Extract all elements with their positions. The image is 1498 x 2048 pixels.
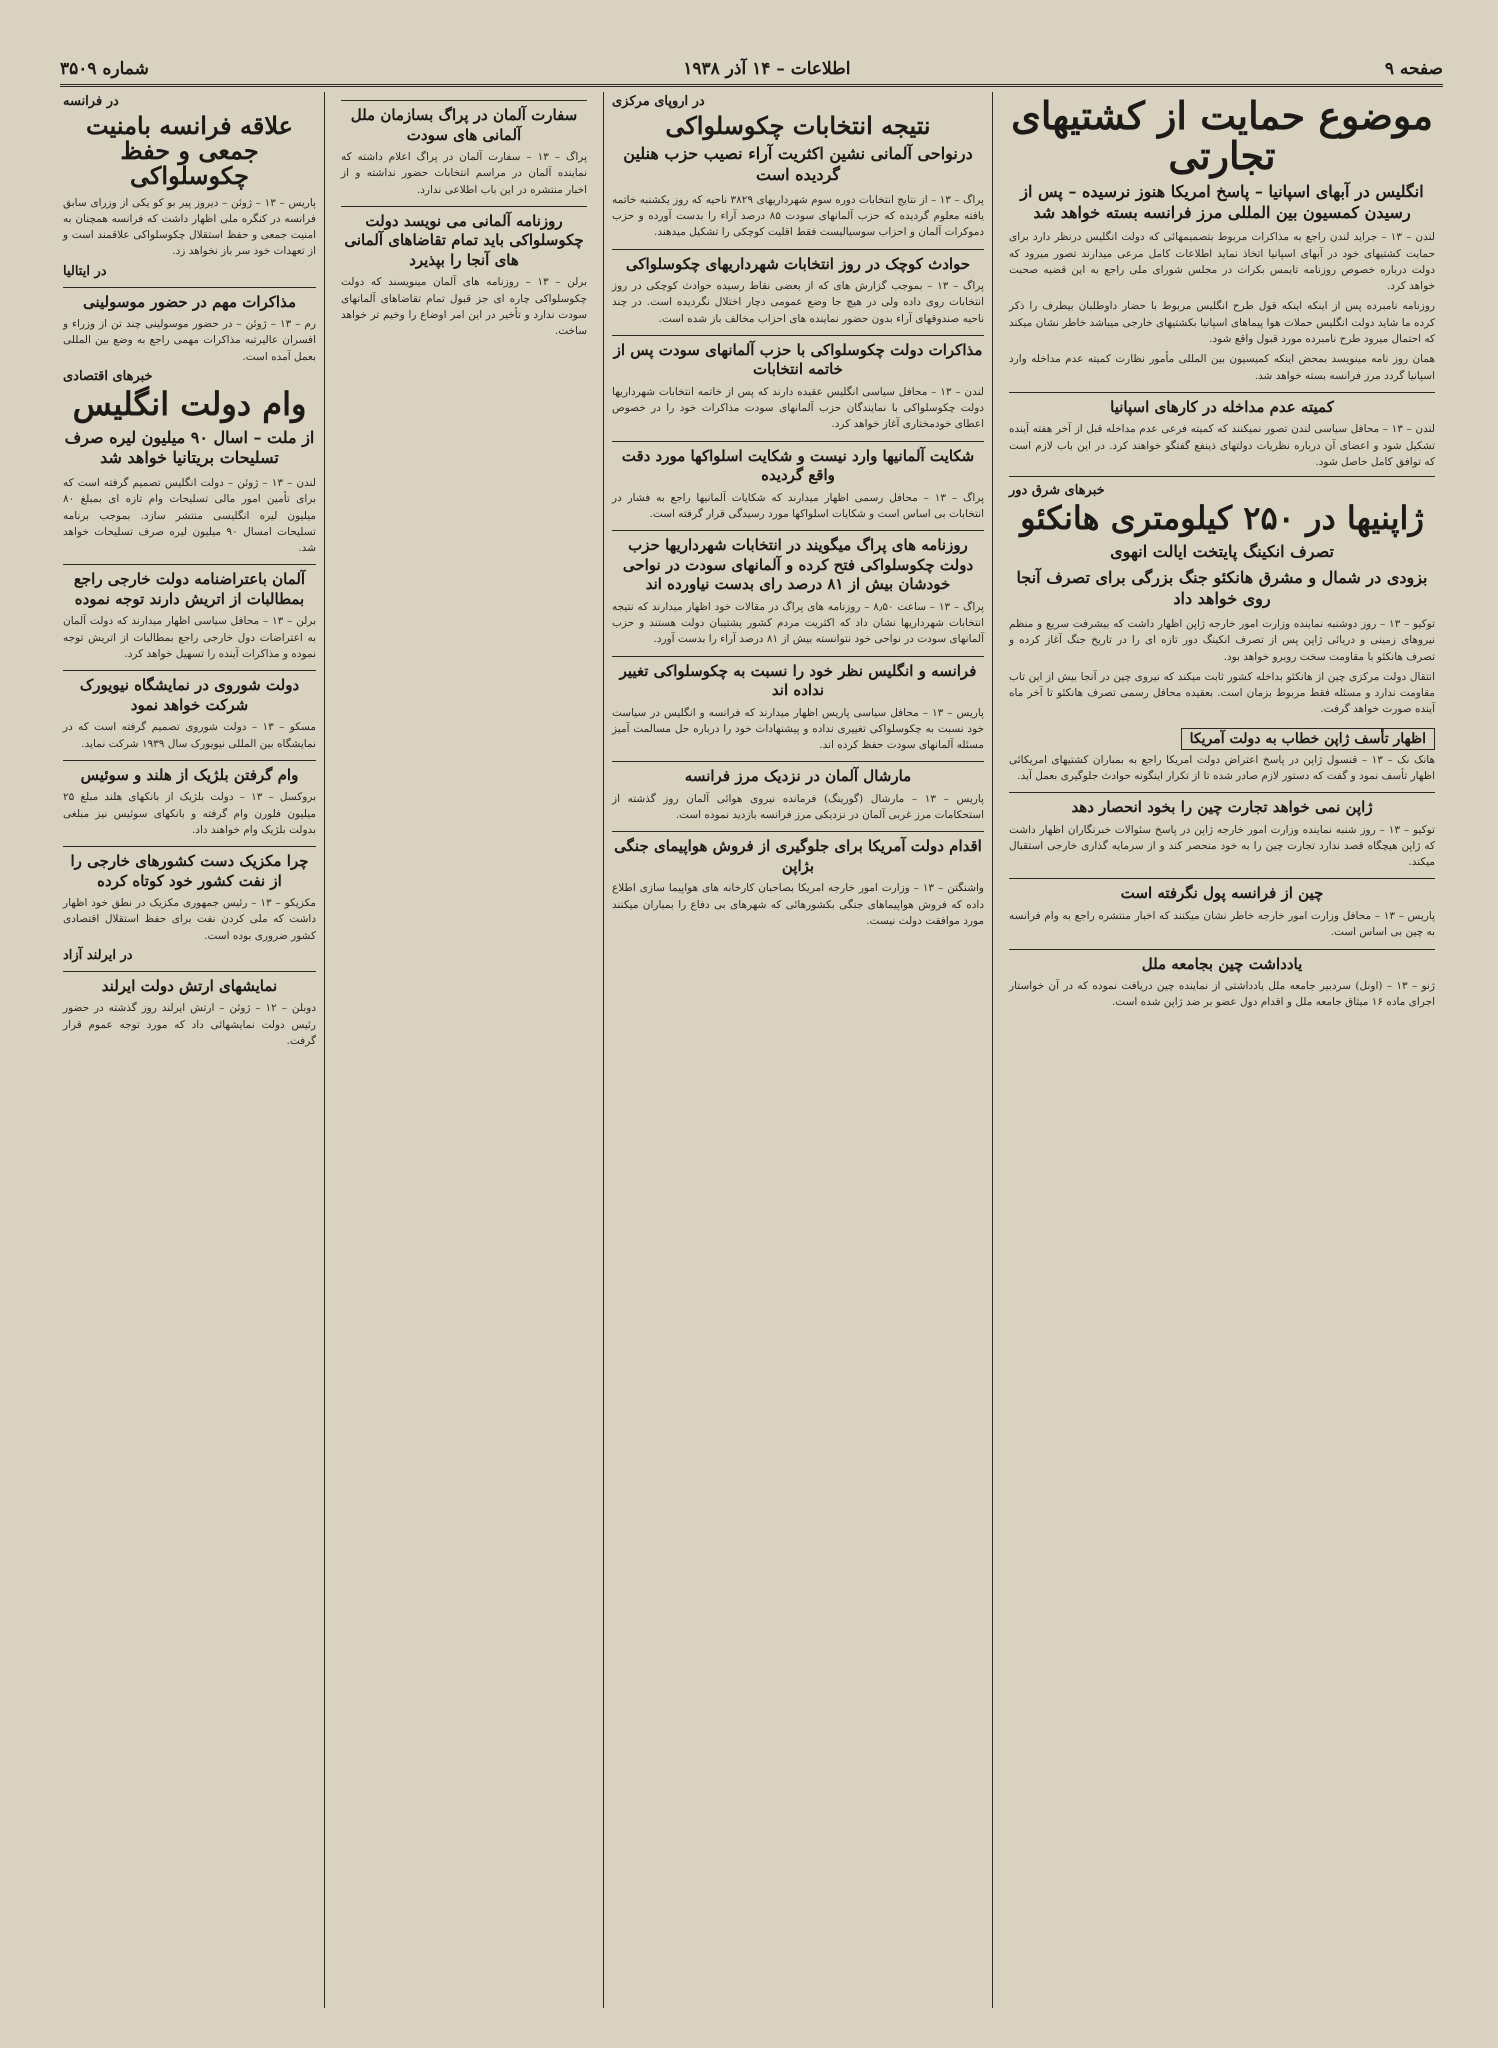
article-heading: روزنامه آلمانی می نویسد دولت چکوسلواکی باید تمام تقاضاهای آلمانی های آنجا را بپذیرد [341,206,587,271]
article-body: برلن – ۱۳ – روزنامه های آلمان مینویسند که دولت چکوسلواکی چاره ای جز قبول تمام تقاضاهای آلمانهای سودت ندارد و تأخیر در این امر اوضاع را وخیم تر خواهد ساخت. [341,276,587,338]
article-body: پراگ – ۱۳ – بموجب گزارش های که از بعضی نقاط رسیده حوادث کوچکی در روز انتخابات روی داده ولی در هیچ جا وضع عمومی دچار اختلال نگردیده است. در چند ناحیه صندوقهای آراء بدون حضور نماینده های احزاب مخالف باز شده است. [612,280,984,325]
article-heading: یادداشت چین بجامعه ملل [1009,949,1435,975]
article-body: پاریس – ۱۳ – محافل وزارت امور خارجه خاطر نشان میکنند که اخبار منتشره راجع به وام فرانسه به چین بی اساس است. [1009,909,1435,939]
article-heading: نمایشهای ارتش دولت ایرلند [63,971,316,997]
article-heading: مارشال آلمان در نزدیک مرز فرانسه [612,761,984,787]
article-heading: شکایت آلمانیها وارد نیست و شکایت اسلواکها مورد دقت واقع گردیده [612,441,984,486]
page-number: صفحه ۹ [1384,59,1443,79]
article-body: پاریس – ۱۳ – مارشال (گورینگ) فرمانده نیروی هوائی آلمان روز گذشته از استحکامات مرز غربی آلمان در نزدیکی مرز فرانسه بازدید نموده است. [612,792,984,822]
article-body: پاریس – ۱۳ – محافل سیاسی پاریس اظهار میدارند که فرانسه و انگلیس در سیاست خود نسبت به چکوسلواکی تغییری نداده و پیشنهادات خود را درباره حل مسالمت آمیز مسئله آلمانهای سودت حفظ کرده اند. [612,706,984,752]
article-body: پراگ – ۱۳ – محافل رسمی اظهار میدارند که شکایات آلمانیها راجع به فشار در انتخابات بی اساس است و شکایات اسلواکها مورد رسیدگی قرار گرفته است. [612,491,984,520]
column-headline-2: وام دولت انگلیس [72,384,307,423]
article-heading: چین از فرانسه پول نگرفته است [1009,878,1435,904]
section-label: در فرانسه [63,94,119,109]
big-body-2: انتقال دولت مرکزی چین از هانکئو بداخله کشور ثابت میکند که نیروی چین در آنجا بیش از این تاب مقاومت ندارد و مسئله فقط مربوط بزمان است. بعقیده محافل رسمی تصرف هانکئو تا آخر ماه آینده صورت خواهد گرفت. [1009,670,1435,716]
big-subheadline-2: بزودی در شمال و مشرق هانکئو جنگ بزرگی برای تصرف آنجا روی خواهد داد [1016,568,1428,609]
big-body-1: توکیو – ۱۳ – روز دوشنبه نماینده وزارت امور خارجه ژاپن اظهار داشت که بیشرفت سریع و منظم نیروهای زمینی و دریائی ژاپن پس از تصرف انکینگ دور تازه ای را در تاریخ جنگ آغاز کرده و تصرف هانکئو با مقاومت سخت روبرو خواهد بود. [1009,618,1435,663]
column-4 [55,92,325,2008]
article-body: لندن – ۱۳ – محافل سیاسی انگلیس عقیده دارند که پس از خاتمه انتخابات شهرداریها دولت چکوسلواکی با نمایندگان حزب آلمانهای سودت مذاکرات خود را در خصوص اعطای خودمختاری آغاز خواهد کرد. [612,385,985,431]
article-heading: مذاکرات مهم در حضور موسولینی [63,287,316,313]
box-body: هانک نک – ۱۳ – قنسول ژاپن در پاسخ اعتراض دولت امریکا راجع به بمباران کشتیهای امریکائی اظهار تأسف نمود و گفت که دستور لازم صادر شده تا از تکرار اینگونه حوادث جلوگیری بعمل آید. [1009,753,1435,782]
article-body: رم – ۱۳ – ژوئن – در حضور موسولینی چند تن از وزراء و افسران عالیرتبه مذاکرات مهمی راجع به وضع بین المللی بعمل آمده است. [63,318,316,363]
column-headline: علاقه فرانسه بامنیت جمعی و حفظ چکوسلواکی [86,111,293,191]
main-body-2: روزنامه نامبرده پس از اینکه اینکه قول طرح انگلیس مربوط با حضار داوطلبان بیطرف را ذکر کرده ما شاید دولت انگلیس حملات هوا پیماهای اسپانیا بکشتیهای خارجی میباشد خاطر نشان میکند که احتمال میرود طرح نامبرده مورد قبول واقع شود. [1009,300,1435,345]
main-subheadline: انگلیس در آبهای اسپانیا – پاسخ امریکا هنوز نرسیده – پس از رسیدن کمسیون بین المللی مرز فرانسه بسته خواهد شد [1020,181,1424,222]
article-heading: چرا مکزیک دست کشورهای خارجی را از نفت کشور خود کوتاه کرده [63,846,316,891]
column-headline: نتیجه انتخابات چکوسلواکی [665,111,931,140]
article-body: بروکسل – ۱۳ – دولت بلژیک از بانکهای هلند مبلغ ۲۵ میلیون فلورن وام گرفته و بانکهای سوئیس نیز مبلغی بدولت بلژیک وام خواهند داد. [63,791,316,836]
section-label: در ایتالیا [63,263,107,279]
article-heading: دولت شوروی در نمایشگاه نیویورک شرکت خواهد نمود [63,670,316,715]
article-heading: ژاپن نمی خواهد تجارت چین را بخود انحصار دهد [1009,792,1435,818]
section-label: خبرهای شرق دور [1009,483,1105,499]
article-body: دوبلن – ۱۲ – ژوئن – ارتش ایرلند روز گذشته در حضور رئیس دولت نمایشهائی داد که مورد توجه عموم قرار گرفت. [63,1002,316,1047]
section-label: خبرهای اقتصادی [63,368,153,384]
article-body: توکیو – ۱۳ – روز شنبه نماینده وزارت امور خارجه ژاپن در پاسخ سئوالات خبرنگاران اظهار داشت که ژاپن هیچگاه قصد ندارد تجارت چین را به خود منحصر کند و از سرمایه گذاری خارجی استقبال میکند. [1009,823,1435,869]
issue-number: شماره ۳۵۰۹ [60,59,149,79]
article-body: برلن – ۱۳ – محافل سیاسی اظهار میدارند که دولت آلمان به اعتراضات دول خارجی راجع بمطالبات از اتریش توجه نموده و مذاکرات آینده را تسهیل خواهد کرد. [63,615,316,660]
big-headline: ژاپنیها در ۲۵۰ کیلومتری هانکئو [1020,499,1424,538]
article-body: لندن – ۱۳ – محافل سیاسی لندن تصور نمیکنند که کمیته فرعی عدم مداخله قبل از آخر هفته آینده تشکیل شود و اعضای آن درباره نظریات دولتهای ذینفع گفتگو خواهند کرد. در این باب لازم است که توافق کامل حاصل شود. [1009,423,1435,468]
column-subheadline: درنواحی آلمانی نشین اکثریت آراء نصیب حزب هنلین گردیده است [623,144,973,184]
article-body: پاریس – ۱۳ – ژوئن – دیروز پیر بو کو یکی از وزرای سابق فرانسه در کنگره ملی اظهار داشت که فرانسه همچنان به امنیت جمعی و حفظ استقلال چکوسلواکی علاقمند است و از تعهدات خود سر باز نخواهد زد. [63,196,316,258]
article-body: لندن – ۱۳ – ژوئن – دولت انگلیس تصمیم گرفته است که برای تأمین امور مالی تسلیحات وام تازه ای بمبلغ ۸۰ میلیون لیره انگلیسی منتشر سازد. بموجب برنامه تسلیحات امسال ۹۰ میلیون لیره صرف تسلیحات خواهد شد. [63,477,316,555]
article-heading: کمیته عدم مداخله در کارهای اسپانیا [1009,392,1435,418]
article-body: پراگ – ۱۳ – ساعت ۸٫۵۰ – روزنامه های پراگ در مقالات خود اظهار میدارند که نتیجه انتخابات شهرداریها نشان داد که اکثریت مردم کشور پشتیبان دولت هستند و حزب آلمانهای سودت در نواحی خود نتوانسته بیش از ۸۱ درصد آراء را بدست آورد. [612,600,984,646]
article-body: ژنو – ۱۳ – (اونل) سردبیر جامعه ملل یادداشتی از نماینده چین دریافت نموده که در آن خواستار اجرای ماده ۱۶ میثاق جامعه ملل و اقدام دول عضو بر ضد ژاپن شده است. [1009,980,1435,1009]
box-heading: اظهار تأسف ژاپن خطاب به دولت آمریکا [1181,728,1435,750]
article-heading: روزنامه های پراگ میگویند در انتخابات شهرداریها حزب دولت چکوسلواکی فتح کرده و آلمانهای سودت در نواحی خودشان بیش از ۸۱ درصد رای بدست نیاورده اند [612,530,984,595]
main-body-1: لندن – ۱۳ – جراید لندن راجع به مذاکرات مربوط بتصمیمهائی که دولت انگلیس درنظر دارد برای حمایت کشتیهای خود در آبهای اسپانیا اتخاذ نماید اطلاعات کامل مرعی میدارند تصور میرود که دولت درباره خصوص روزنامه تایمس بکرات در مجلس شورای ملی راجع به این قضیه صحبت خواهد کرد. [1009,231,1436,293]
article-heading: آلمان باعتراضنامه دولت خارجی راجع بمطالبات از اتریش دارند توجه نموده [63,564,316,609]
article-body: پراگ – ۱۳ – سفارت آلمان در پراگ اعلام داشته که نماینده آلمان در مراسم انتخابات حضور نداشته و از اخبار منتشره در این باب اطلاعی ندارد. [341,151,587,196]
article-heading: مذاکرات دولت چکوسلواکی با حزب آلمانهای سودت پس از خاتمه انتخابات [612,335,984,380]
main-body-3: همان روز نامه مینویسد بمحض اینکه کمیسیون بین المللی مأمور نظارت کمیته عدم مداخله وارد اسپانیا گردد مرز فرانسه بسته خواهد شد. [1009,353,1435,382]
column-3 [333,92,595,2008]
column-1 [1001,92,1443,2008]
main-headline: موضوع حمایت از کشتیهای تجارتی [1011,93,1433,178]
column-subheadline: از ملت – اسال ۹۰ میلیون لیره صرف تسلیحات بریتانیا خواهد شد [64,427,315,468]
section-label: در ایرلند آزاد [63,947,133,963]
article-heading: فرانسه و انگلیس نظر خود را نسبت به چکوسلواکی تغییر نداده اند [612,656,984,701]
article-body: مسکو – ۱۳ – دولت شوروی تصمیم گرفته است که در نمایشگاه بین المللی نیویورک سال ۱۹۳۹ شرکت نماید. [63,721,316,750]
article-heading: اقدام دولت آمریکا برای جلوگیری از فروش هواپیمای جنگی بژاپن [612,831,984,876]
article-heading: حوادث کوچک در روز انتخابات شهرداریهای چکوسلواکی [612,249,984,275]
divider [1009,476,1435,477]
article-body: پراگ – ۱۳ – از نتایج انتخابات دوره سوم شهرداریهای ۳۸۲۹ ناحیه که روز یکشنبه خاتمه یافته معلوم گردیده که حزب آلمانهای سودت ۸۵ درصد آراء را بدست آورده و حزب دموکرات آلمان و احزاب سوسیالیست فقط اقلیت کوچکی را تشکیل میدهند. [612,193,984,239]
big-subheadline: تصرف انکینگ پایتخت ایالت انهوی [1110,541,1334,561]
column-2 [603,92,993,2008]
article-body: مکزیکو – ۱۳ – رئیس جمهوری مکزیک در نطق خود اظهار داشت که ملی کردن نفت برای حفظ استقلال اقتصادی کشور ضروری بوده است. [63,897,316,942]
article-heading: سفارت آلمان در پراگ بسازمان ملل آلمانی های سودت [341,100,587,145]
paper-date: اطلاعات – ۱۴ آذر ۱۹۳۸ [683,59,851,79]
section-label: در اروپای مرکزی [612,94,705,109]
article-body: واشنگتن – ۱۳ – وزارت امور خارجه امریکا بصاحبان کارخانه های هواپیما سازی اطلاع داده که فروش هواپیماهای جنگی بکشورهائی که شهرهای بی دفاع را بمباران میکنند مورد موافقت دولت نیست. [612,882,984,927]
masthead [60,54,1443,87]
article-heading: وام گرفتن بلژیک از هلند و سوئیس [63,760,316,786]
